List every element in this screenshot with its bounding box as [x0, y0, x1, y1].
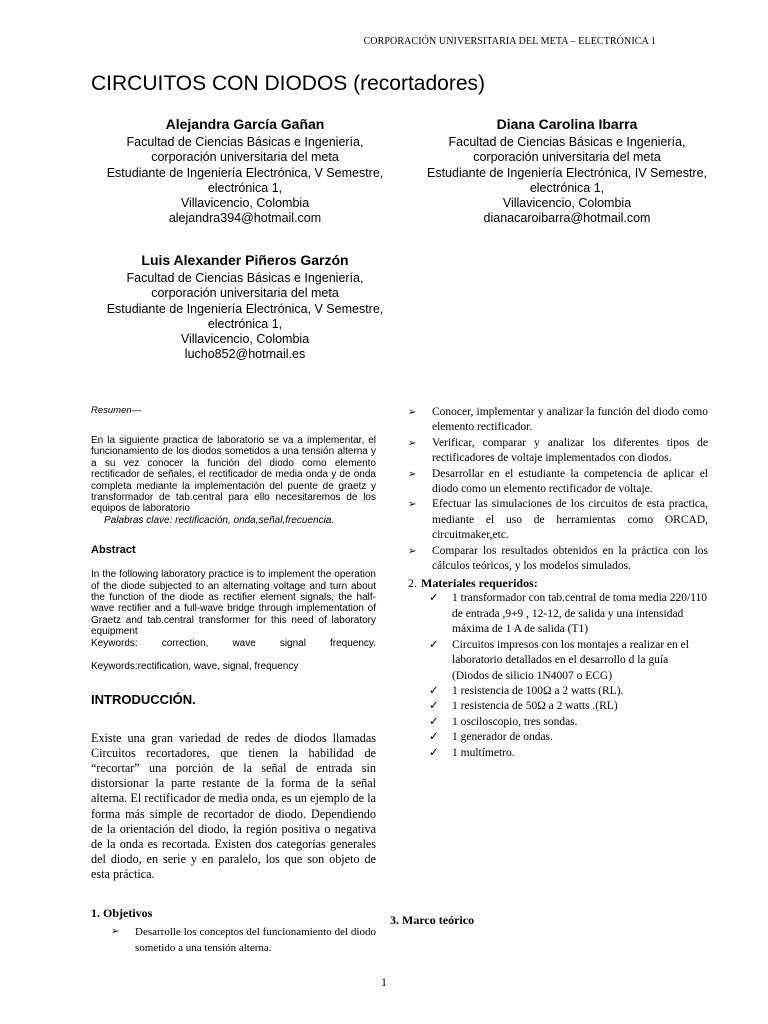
author-affiliation: Facultad de Ciencias Básicas e Ingeniería,	[448, 135, 686, 150]
resumen-text: En la siguiente practica de laboratorio se va a implementar, el funcionamiento de los diodos sometidos a una tensión alterna y a su vez conocer la función del diodo como elemento rectificador de señales, el rectificador de media onda y de onda completa mediante la implementación del puente de graetz y transformador de tab.central para ello necesitaremos de los equipos de laboratorio	[91, 435, 376, 515]
author-email: alejandra394@hotmail.com	[168, 211, 322, 226]
author-affiliation: corporación universitaria del meta	[473, 150, 661, 165]
right-column	[408, 405, 708, 761]
checkmark-icon: ✓	[429, 715, 439, 728]
checkmark-icon: ✓	[429, 700, 439, 713]
abstract-heading: Abstract	[91, 544, 136, 557]
author-affiliation: corporación universitaria del meta	[151, 150, 339, 165]
list-item: ➢ Desarrollar en el estudiante la competencia de aplicar el diodo como un elemento rectificador de voltaje.	[408, 467, 708, 498]
author-email: lucho852@hotmail.es	[184, 347, 306, 362]
objectives-list-right	[408, 405, 708, 574]
list-item: ✓ 1 resistencia de 50Ω a 2 watts .(RL)	[408, 699, 708, 714]
materials-list	[408, 591, 708, 760]
left-column	[91, 405, 376, 956]
author-affiliation: corporación universitaria del meta	[151, 286, 339, 301]
marco-teorico-heading: 3. Marco teórico	[390, 913, 475, 927]
running-header: CORPORACIÓN UNIVERSITARIA DEL META – ELECTRÓNICA 1	[363, 36, 656, 47]
author-name: Alejandra García Gañan	[165, 116, 325, 132]
author-block-3	[91, 253, 399, 362]
author-location: Villavicencio, Colombia	[180, 196, 310, 211]
author-email: dianacaroibarra@hotmail.com	[483, 211, 651, 226]
materials-heading: 2. Materiales requeridos:	[408, 576, 538, 591]
author-affiliation: Estudiante de Ingeniería Electrónica, V Semestre,	[106, 165, 384, 180]
paper-title: CIRCUITOS CON DIODOS (recortadores)	[91, 72, 486, 95]
author-affiliation: Facultad de Ciencias Básicas e Ingeniería,	[126, 135, 364, 150]
arrow-bullet-icon: ➢	[408, 499, 417, 511]
list-item: ✓ 1 transformador con tab.central de toma media 220/110 de entrada ,9+9 , 12-12, de salida y una intensidad máxima de 1 A de salida (T1)	[408, 591, 708, 637]
author-block-2	[408, 117, 726, 226]
intro-text: Existe una gran variedad de redes de diodos llamadas Circuitos recortadores, que tienen la habilidad de “recortar” una porción de la señal de entrada sin distorsionar la parte restante de la forma de la señal alterna. El rectificador de media onda, es un ejemplo de la forma más simple de recortador de diodo. Dependiendo de la orientación del diodo, la región positiva o negativa de la onda es recortada. Existen dos categorías generales del diodo, en serie y en paralelo, los que son objeto de esta práctica.	[91, 730, 376, 882]
list-item: ✓ 1 generador de ondas.	[408, 730, 708, 745]
list-item: ✓ 1 multímetro.	[408, 746, 708, 761]
list-item: ➢ Desarrolle los conceptos del funcionamiento del diodo sometido a una tensión alterna.	[111, 925, 376, 954]
page-number: 1	[381, 975, 387, 989]
arrow-bullet-icon: ➢	[408, 407, 417, 418]
keyword-word: signal	[279, 637, 306, 649]
list-item: ➢ Conocer, implementar y analizar la función del diodo como elemento rectificador.	[408, 405, 708, 436]
arrow-bullet-icon: ➢	[408, 468, 417, 480]
keyword-word: frequency.	[330, 637, 376, 649]
list-item: ✓ Circuitos impresos con los montajes a realizar en el laboratorio detallados en el desarrollo d la guía (Diodos de silicio 1N4007 o ECG)	[408, 638, 708, 684]
author-block-1	[91, 117, 399, 226]
checkmark-icon: ✓	[429, 746, 439, 759]
checkmark-icon: ✓	[429, 592, 439, 605]
author-affiliation: electrónica 1,	[207, 316, 283, 331]
objectives-list-left	[91, 924, 376, 956]
arrow-bullet-icon: ➢	[408, 545, 417, 557]
arrow-bullet-icon: ➢	[408, 437, 417, 449]
author-name: Diana Carolina Ibarra	[496, 116, 638, 132]
arrow-bullet-icon: ➢	[111, 925, 120, 937]
author-affiliation: Estudiante de Ingeniería Electrónica, V Semestre,	[106, 301, 384, 316]
keyword-word: Keywords:	[91, 637, 138, 649]
abstract-keywords: Keywords:rectification, wave, signal, frequency	[91, 661, 299, 673]
author-affiliation: Estudiante de Ingeniería Electrónica, IV Semestre,	[426, 165, 708, 180]
keyword-word: correction,	[161, 637, 209, 649]
objectives-heading: 1. Objetivos	[91, 905, 153, 920]
intro-heading: INTRODUCCIÓN.	[91, 691, 196, 707]
keyword-word: wave	[232, 637, 256, 649]
resumen-keywords: Palabras clave: rectificación, onda,señal,frecuencia.	[104, 514, 335, 526]
list-item: ✓ 1 resistencia de 100Ω a 2 watts (RL).	[408, 684, 708, 699]
list-item: ➢ Verificar, comparar y analizar los diferentes tipos de rectificadores de voltaje implementados con diodos.	[408, 436, 708, 467]
author-affiliation: electrónica 1,	[207, 180, 283, 195]
list-item: ➢ Efectuar las simulaciones de los circuitos de esta practica, mediante el uso de herramientas como ORCAD, circuitmaker,etc.	[408, 497, 708, 543]
checkmark-icon: ✓	[429, 731, 439, 744]
checkmark-icon: ✓	[429, 638, 439, 651]
author-affiliation: Facultad de Ciencias Básicas e Ingeniería,	[126, 271, 364, 286]
resumen-label: Resumen—	[91, 405, 142, 416]
author-location: Villavicencio, Colombia	[502, 196, 632, 211]
author-location: Villavicencio, Colombia	[180, 332, 310, 347]
abstract-text: In the following laboratory practice is to implement the operation of the diode subjected to an alternating voltage and turn about the function of the diode as rectifier element signals, the half-wave rectifier and a full-wave bridge through implementation of Graetz and tab.central transformer for this need of laboratory equipment	[91, 569, 376, 638]
checkmark-icon: ✓	[429, 684, 439, 697]
author-name: Luis Alexander Piñeros Garzón	[141, 252, 349, 268]
author-affiliation: electrónica 1,	[529, 180, 605, 195]
list-item: ✓ 1 osciloscopio, tres sondas.	[408, 715, 708, 730]
list-item: ➢ Comparar los resultados obtenidos en la práctica con los cálculos teóricos, y los modelos simulados.	[408, 544, 708, 575]
abstract-keywords-line	[91, 638, 376, 649]
